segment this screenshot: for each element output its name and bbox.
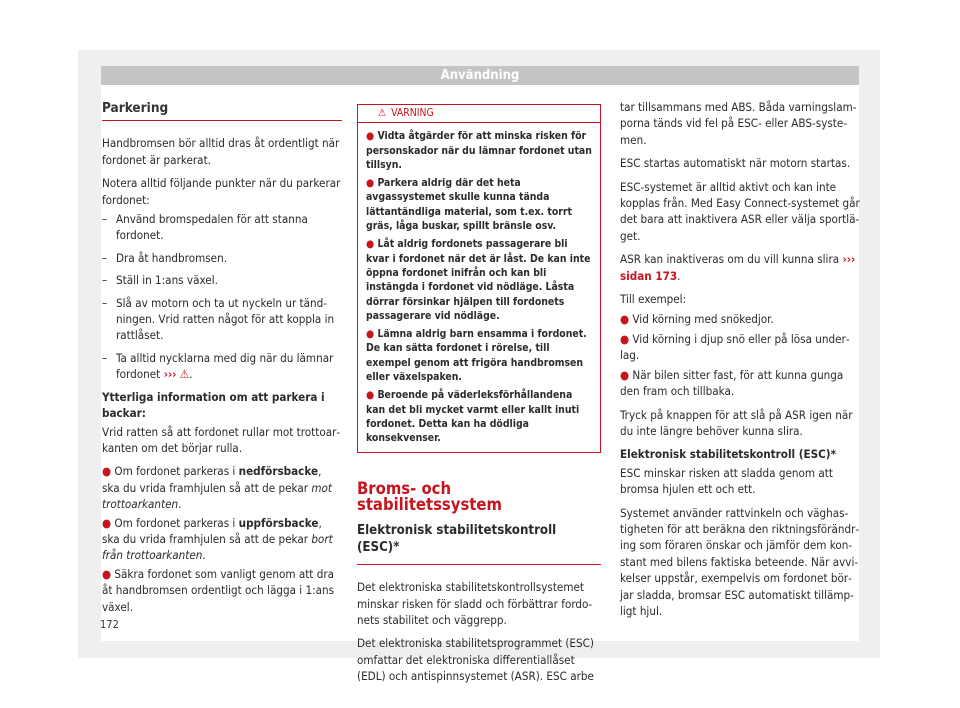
column-3 <box>620 99 860 626</box>
list-item: – Slå av motorn och ta ut nyckeln ur tändningen. Vrid ratten något för att koppla in rattlåset. <box>102 295 342 344</box>
text: Om fordonet parkeras i <box>114 515 239 530</box>
column-1 <box>102 100 342 622</box>
warning-body <box>358 129 600 445</box>
text: Parkera aldrig där det heta avgassystemet skulle kunna tända lättantändliga material, som t.ex. torrt gräs, låga buskar, spillt bränsle osv. <box>366 177 572 233</box>
paragraph: ESC minskar risken att sladda genom att bromsa hjulen ett och ett. <box>620 465 833 497</box>
bullet-icon: ● <box>102 515 112 530</box>
text: Vidta åtgärder för att minska risken för personskador när du lämnar fordonet utan tillsyn. <box>366 130 592 171</box>
text: . <box>202 548 206 563</box>
warning-item <box>366 388 592 445</box>
list-item: – Dra åt handbromsen. <box>102 250 342 266</box>
paragraph: Tryck på knappen för att slå på ASR igen när du inte längre behöver kunna slira. <box>620 407 853 438</box>
bullet-item <box>102 566 342 615</box>
warning-item <box>366 327 592 384</box>
paragraph: ESC startas automatiskt när motorn startas. <box>620 156 851 171</box>
bullet-icon: ● <box>620 367 630 382</box>
text: ASR kan inaktiveras om du vill kunna slira <box>620 252 840 267</box>
text: , ska du vrida framhjulen så att de pekar <box>102 515 322 546</box>
chapter-header: Användning <box>101 66 859 85</box>
paragraph: Det elektroniska stabilitetskontrollsystemet minskar risken för sladd och förbättrar fordonets stabilitet och väggrepp. <box>357 580 593 627</box>
warning-triangle-icon: ⚠ <box>179 367 190 382</box>
column-2 <box>357 104 601 692</box>
bullet-icon: ● <box>366 177 375 190</box>
list-item: – Använd bromspedalen för att stanna fordonet. <box>102 211 342 244</box>
paragraph: Systemet använder rattvinkeln och väghastigheten för att beräkna den riktningsförändring som föraren önskar och jämför dem konstant med bilens faktiska beteende. När avvikelser uppstår, exempelvis om fordonet börjar sladda, bromsar ESC automatiskt tillämpligt hjul. <box>620 505 860 618</box>
text: Vid körning med snökedjor. <box>632 312 774 327</box>
bullet-icon: ● <box>366 130 375 143</box>
text: Vid körning i djup snö eller på lösa underlag. <box>620 331 850 363</box>
list-item <box>102 350 342 383</box>
bullet-item <box>102 515 342 564</box>
italic-text: bort från trottoarkanten <box>102 531 333 563</box>
bold-text: uppförsbacke <box>238 515 319 530</box>
paragraph: tar tillsammans med ABS. Båda varningslamporna tänds vid fel på ESC- eller ABS-systemen. <box>620 100 857 147</box>
paragraph: Vrid ratten så att fordonet rullar mot trottoarkanten om det börjar rulla. <box>102 424 341 455</box>
bullet-icon: ● <box>366 328 375 341</box>
warning-item <box>366 129 592 172</box>
text: . <box>178 497 182 512</box>
bullet-item <box>102 463 342 512</box>
paragraph: Handbromsen bör alltid dras åt ordentligt när fordonet är parkerat. <box>102 136 340 167</box>
bullet-icon: ● <box>620 312 630 327</box>
parking-steps-list <box>102 211 342 383</box>
bullet-item <box>620 367 860 400</box>
subheading-slopes: Ytterliga information om att parkera i backar: <box>102 389 325 421</box>
list-item: – Ställ in 1:ans växel. <box>102 272 342 288</box>
list-item-text: Ta alltid nycklarna med dig när du lämnar fordonet <box>116 350 334 382</box>
italic-text: mot trottoarkanten <box>102 480 332 512</box>
section-heading-brakes: Broms- och stabilitetssystem <box>357 478 502 514</box>
warning-item <box>366 176 592 233</box>
warning-box <box>357 104 601 453</box>
page-reference-link[interactable]: ››› sidan 173 <box>620 252 856 283</box>
text: Lämna aldrig barn ensamma i fordonet. De kan sätta fordonet i rörelse, till exempel genom att frigöra handbromsen eller växelspaken. <box>366 328 587 384</box>
bullet-item <box>620 331 860 364</box>
subsection-heading-esc: Elektronisk stabilitetskontroll (ESC)* <box>357 523 601 565</box>
cross-reference-arrow[interactable]: ››› <box>163 367 177 382</box>
bullet-icon: ● <box>620 331 630 346</box>
paragraph: ESC-systemet är alltid aktivt och kan inte kopplas från. Med Easy Connect-systemet går det bara att inaktivera ASR eller välja sportläget. <box>620 179 860 243</box>
bullet-icon: ● <box>366 238 375 251</box>
warning-header <box>358 105 600 123</box>
bullet-item <box>620 311 860 327</box>
text: Låt aldrig fordonets passagerare bli kvar i fordonet när det är låst. De kan inte öppna fordonet inifrån och kan bli instängda i fordonet vid nödläge. Låsta dörrar försinkar hjälpen till fordonets passagerare vid nödläge. <box>366 238 591 322</box>
bullet-icon: ● <box>102 464 112 479</box>
subheading-esc: Elektronisk stabilitetskontroll (ESC)* <box>620 447 837 462</box>
warning-item <box>366 237 592 323</box>
paragraph: Till exempel: <box>620 292 687 307</box>
page-number: 172 <box>100 618 119 631</box>
text: , ska du vrida framhjulen så att de pekar <box>102 464 322 495</box>
text: Beroende på väderleksförhållandena kan det bli mycket varmt eller kallt inuti fordonet. Detta kan ha dödliga konsekvenser. <box>366 389 580 445</box>
text: När bilen sitter fast, för att kunna gunga den fram och tillbaka. <box>620 367 844 399</box>
paragraph: Det elektroniska stabilitetsprogrammet (ESC) omfattar det elektroniska differentiallåset (EDL) och antispinnsystemet (ASR). ESC arbe <box>357 636 594 684</box>
text: Säkra fordonet som vanligt genom att dra åt handbromsen ordentligt och lägga i 1:ans växel. <box>102 566 335 614</box>
bold-text: nedförsbacke <box>238 464 319 479</box>
section-title-parkering: Parkering <box>102 100 342 121</box>
warning-title: VARNING <box>391 107 434 119</box>
bullet-icon: ● <box>366 389 375 402</box>
bullet-icon: ● <box>102 566 112 581</box>
text: Om fordonet parkeras i <box>114 464 239 479</box>
text: . <box>677 268 681 283</box>
paragraph <box>620 251 860 284</box>
warning-triangle-icon: ⚠ <box>377 107 387 119</box>
paragraph: Notera alltid följande punkter när du parkerar fordonet: <box>102 176 341 207</box>
punctuation: . <box>189 367 193 382</box>
